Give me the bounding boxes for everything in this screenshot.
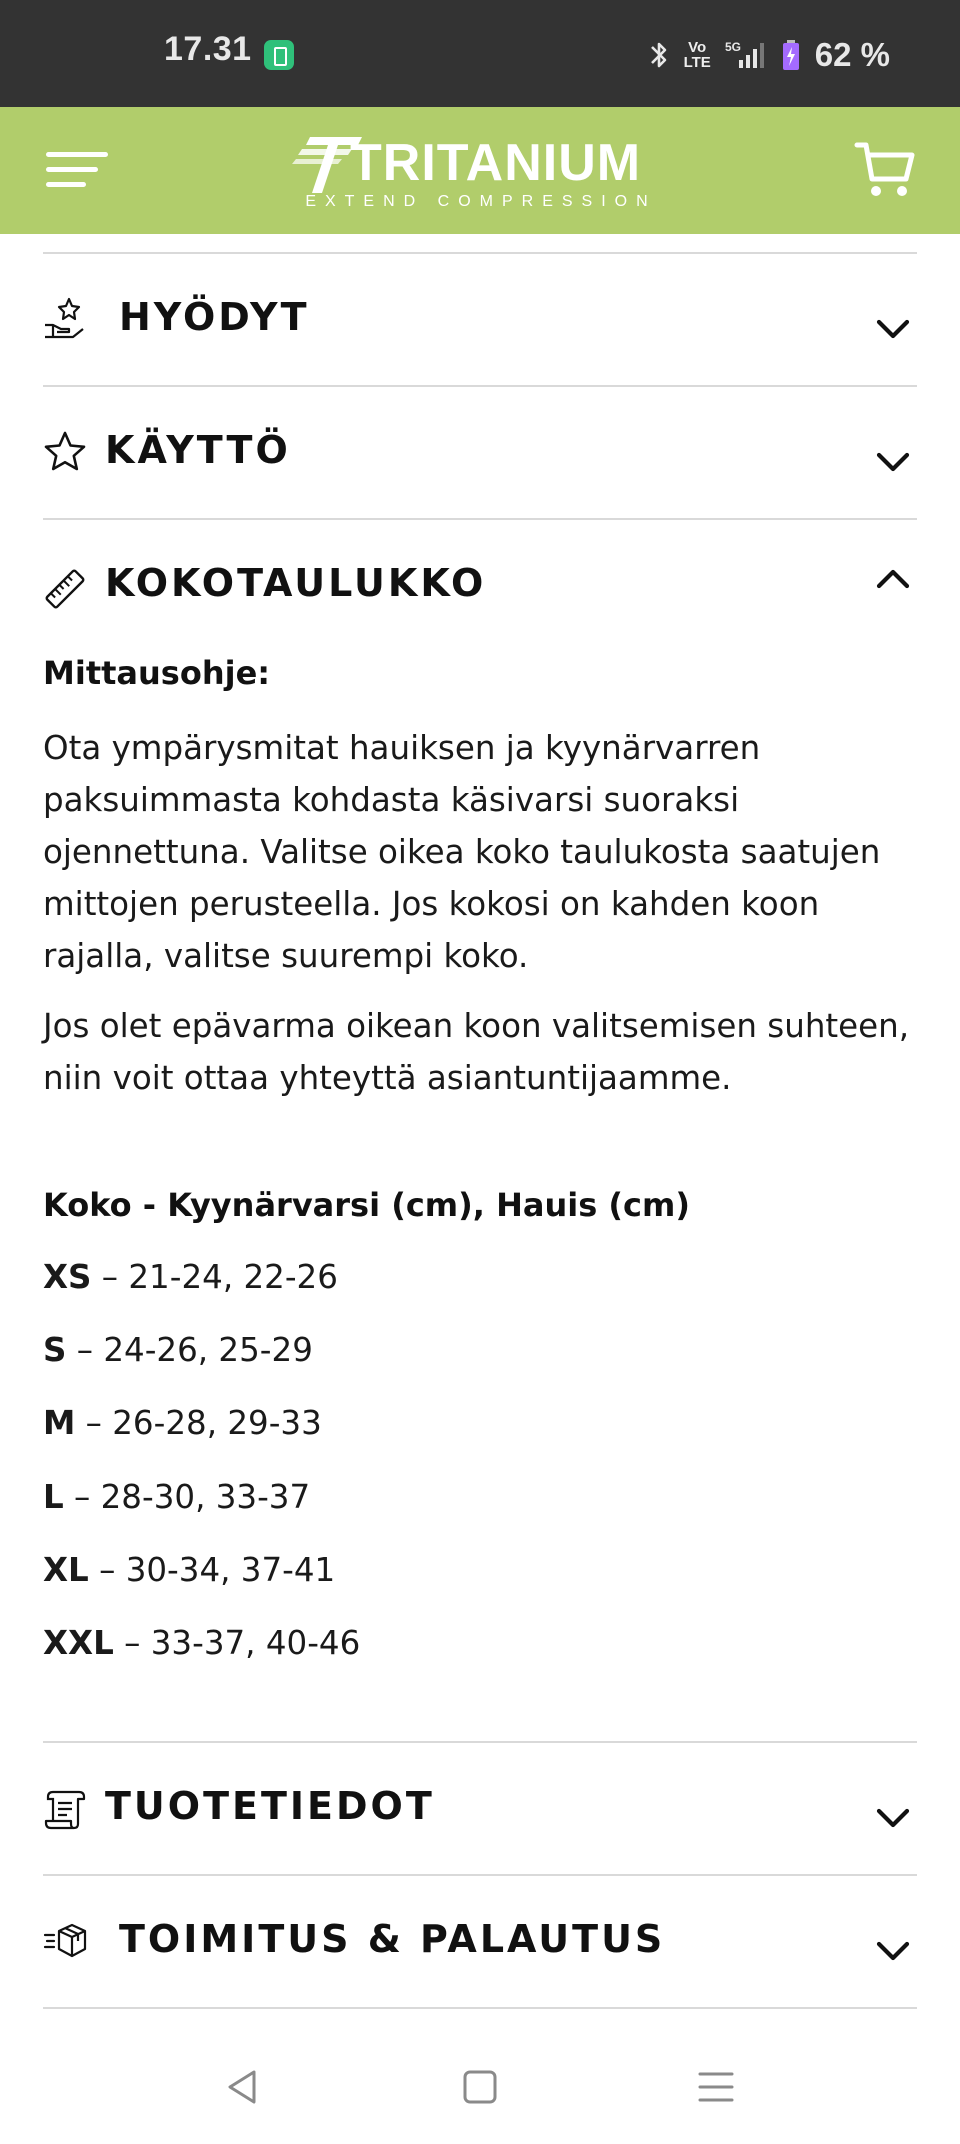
size-label: L [43, 1478, 64, 1516]
battery-percent: 62 % [814, 36, 890, 73]
accordion-title: KOKOTAULUKKO [105, 561, 487, 605]
brand-logo[interactable] [292, 131, 672, 211]
network-label: 5G [724, 40, 741, 54]
volte-label-bottom: LTE [683, 54, 711, 71]
chevron-down-icon [875, 1939, 911, 1963]
hand-star-icon [43, 295, 87, 339]
size-values: – 21-24, 22-26 [91, 1258, 338, 1296]
recents-icon[interactable] [691, 2062, 741, 2112]
size-label: S [43, 1331, 67, 1369]
size-help-text: Jos olet epävarma oikean koon valitsemisen suhteen, niin voit ottaa yhteyttä asiantuntijaamme. [43, 1007, 910, 1097]
chevron-down-icon [875, 1806, 911, 1830]
shipping-box-icon [43, 1919, 87, 1963]
bluetooth-icon [648, 38, 670, 72]
size-label: XXL [43, 1624, 114, 1662]
size-row [43, 1404, 322, 1442]
size-row [43, 1331, 313, 1369]
hamburger-menu-icon[interactable] [46, 147, 108, 193]
size-label: XS [43, 1258, 92, 1296]
logo-tagline: EXTEND COMPRESSION [305, 193, 657, 210]
accordion-title: HYÖDYT [119, 295, 310, 339]
accordion-usage[interactable] [43, 408, 917, 498]
size-values: – 28-30, 33-37 [63, 1478, 311, 1516]
accordion-title: KÄYTTÖ [105, 428, 291, 472]
accordion-benefits[interactable] [43, 275, 917, 365]
size-values: – 30-34, 37-41 [88, 1551, 336, 1589]
battery-charging-icon [781, 38, 801, 72]
size-row [43, 1624, 360, 1662]
divider [43, 385, 917, 387]
measuring-guide-heading: Mittausohje: [43, 654, 271, 692]
ruler-icon [43, 567, 87, 611]
signal-5g-icon [725, 38, 767, 72]
status-icons [648, 30, 890, 80]
home-icon[interactable] [455, 2062, 505, 2112]
accordion-size-chart[interactable] [43, 541, 917, 631]
size-values: – 33-37, 40-46 [113, 1624, 361, 1662]
status-time: 17.31 [164, 30, 252, 68]
size-table-heading: Koko - Kyynärvarsi (cm), Hauis (cm) [43, 1186, 690, 1224]
divider [43, 1741, 917, 1743]
system-navigation-bar [0, 2032, 960, 2144]
chevron-up-icon [875, 567, 911, 591]
accordion-product-info[interactable] [43, 1764, 917, 1854]
logo-wordmark: TRITANIUM [350, 134, 642, 192]
app-notification-icon [264, 40, 294, 70]
shopping-cart-icon[interactable] [854, 139, 916, 201]
star-icon [43, 430, 87, 474]
divider [43, 2007, 917, 2009]
size-label: M [43, 1404, 76, 1442]
site-header [0, 107, 960, 234]
divider [43, 252, 917, 254]
back-icon[interactable] [218, 2062, 268, 2112]
divider [43, 1874, 917, 1876]
size-values: – 24-26, 25-29 [66, 1331, 313, 1369]
size-row [43, 1478, 310, 1516]
document-icon [43, 1786, 87, 1830]
size-values: – 26-28, 29-33 [75, 1404, 322, 1442]
accordion-title: TUOTETIEDOT [105, 1784, 435, 1828]
measuring-guide-text: Ota ympärysmitat hauiksen ja kyynärvarren paksuimmasta kohdasta käsivarsi suoraksi ojennettuna. Valitse oikea koko taulukosta saatujen mittojen perusteella. Jos kokosi on kahden koon rajalla, valitse suurempi koko. [43, 729, 881, 975]
volte-label-top: Vo [688, 39, 707, 56]
divider [43, 518, 917, 520]
chevron-down-icon [875, 450, 911, 474]
accordion-title: TOIMITUS & PALAUTUS [119, 1917, 666, 1961]
size-label: XL [43, 1551, 89, 1589]
volte-icon [684, 40, 711, 70]
chevron-down-icon [875, 317, 911, 341]
status-bar [0, 0, 960, 107]
accordion-shipping[interactable] [43, 1897, 917, 1987]
size-row [43, 1258, 338, 1296]
size-row [43, 1551, 335, 1589]
